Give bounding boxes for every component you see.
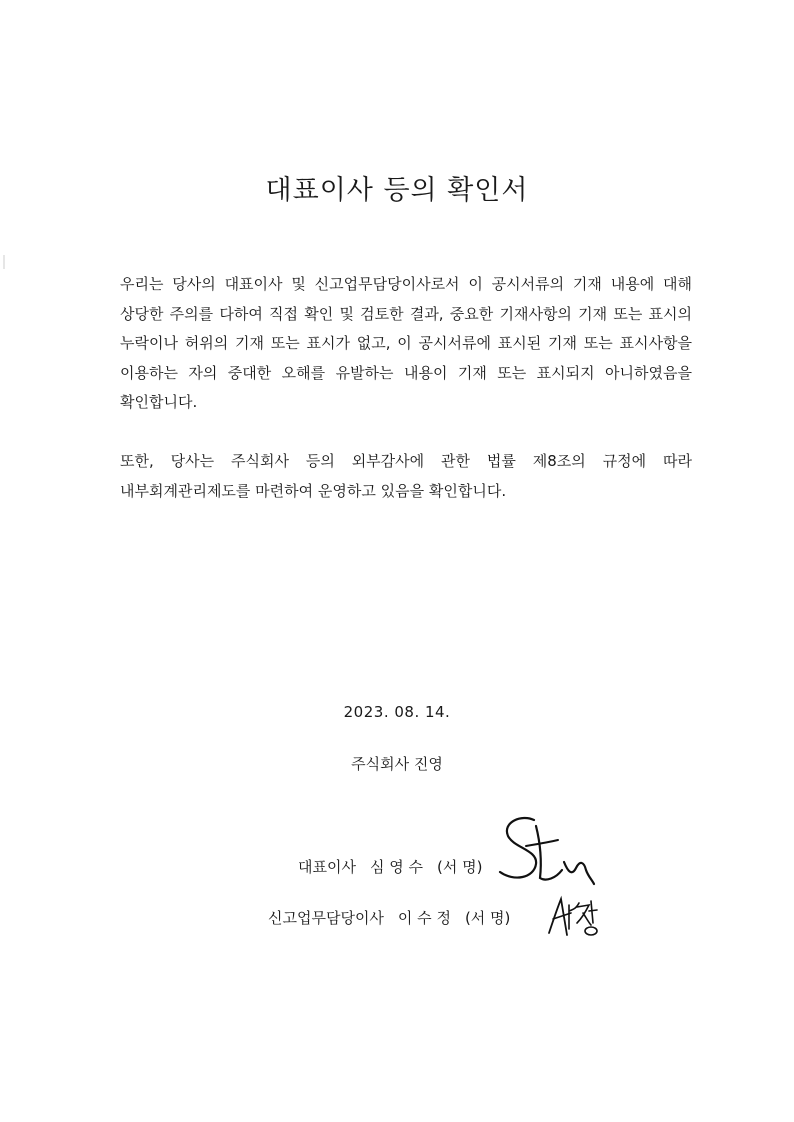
document-date: 2023. 08. 14. bbox=[343, 703, 451, 721]
handwritten-signature-2 bbox=[545, 893, 601, 939]
confirmation-paragraph: 우리는 당사의 대표이사 및 신고업무담당이사로서 이 공시서류의 기재 내용에 대해 상당한 주의를 다하여 직접 확인 및 검토한 결과, 중요한 기재사항의 기재 또는 표시의 누락이나 허위의 기재 또는 표시가 없고, 이 공시서류에 표시된 기재 또는 표시사항을 이용하는 자의 중대한 오해를 유발하는 내용이 기재 또는 표시되지 아니하였음을 확인합니다. bbox=[120, 275, 692, 411]
signatory-role: 대표이사 bbox=[298, 858, 356, 876]
handwritten-signature-1 bbox=[496, 812, 596, 892]
sign-label: (서 명) bbox=[464, 909, 511, 927]
signatory-name: 이 수 정 bbox=[397, 909, 451, 927]
scan-edge-mark bbox=[3, 255, 5, 269]
company-name: 주식회사 진영 bbox=[351, 755, 443, 773]
signatory-name: 심 영 수 bbox=[369, 858, 423, 876]
signatory-role: 신고업무담당이사 bbox=[268, 909, 384, 927]
internal-control-paragraph: 또한, 당사는 주식회사 등의 외부감사에 관한 법률 제8조의 규정에 따라 내부회계관리제도를 마련하여 운영하고 있음을 확인합니다. bbox=[120, 452, 692, 500]
document-title: 대표이사 등의 확인서 bbox=[265, 175, 529, 206]
signatory-reporting-director bbox=[268, 907, 510, 928]
sign-label: (서 명) bbox=[436, 858, 483, 876]
signatory-ceo bbox=[298, 856, 482, 877]
